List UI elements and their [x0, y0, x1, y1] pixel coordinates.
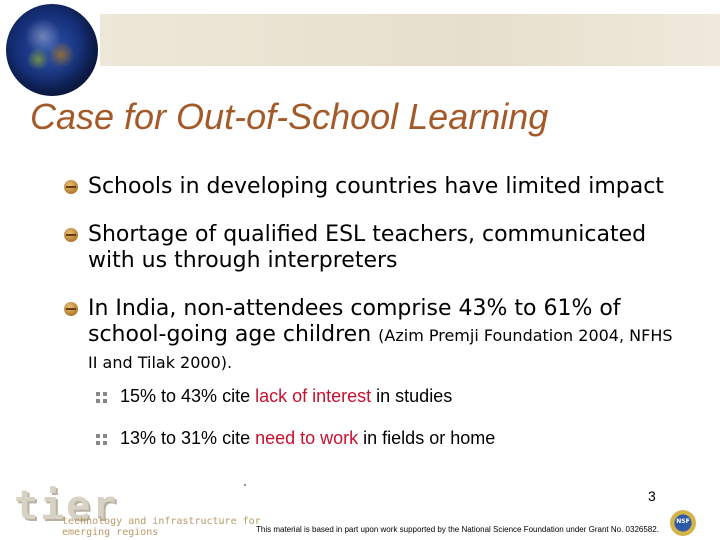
tier-tagline-line: emerging regions	[62, 527, 159, 538]
bullet-item	[64, 222, 674, 274]
subbullet-item	[96, 386, 452, 407]
header-banner	[100, 14, 720, 66]
bullet-disc-icon	[64, 302, 78, 316]
bullet-disc-icon	[64, 180, 78, 194]
divider-dot	[244, 484, 246, 486]
subbullet-highlight: lack of interest	[255, 386, 372, 406]
subbullet-item	[96, 428, 495, 449]
bullet-text: Shortage of qualified ESL teachers, communicated with us through interpreters	[88, 222, 647, 273]
subbullet-prefix: 13% to 31% cite	[120, 428, 256, 448]
bullet-text: Schools in developing countries have limited impact	[88, 174, 664, 199]
bullet-item	[64, 296, 674, 376]
checker-square-icon	[96, 434, 107, 445]
bullet-text	[88, 296, 674, 376]
subbullet-highlight: need to work	[255, 428, 359, 448]
tier-logo-tagline	[62, 516, 261, 538]
page-number: 3	[648, 488, 656, 504]
subbullet-prefix: 15% to 43% cite	[120, 386, 256, 406]
slide-title: Case for Out-of-School Learning	[30, 96, 549, 137]
tier-logo: tier	[14, 483, 119, 529]
subbullet-suffix: in studies	[371, 386, 453, 406]
nsf-seal-label: NSF	[676, 518, 690, 525]
subbullet-text	[120, 386, 452, 406]
nsf-seal-icon	[670, 510, 696, 536]
bullet-item	[64, 174, 674, 200]
globe-icon	[6, 4, 98, 96]
bullet-citation: (Azim Premji Foundation 2004, NFHS II and Tilak 2000).	[88, 326, 673, 372]
subbullet-suffix: in fields or home	[358, 428, 496, 448]
tier-tagline-line: technology and infrastructure for	[62, 516, 261, 527]
bullet-text-main: In India, non-attendees comprise 43% to 61% of school-going age children	[88, 296, 621, 347]
funding-note: This material is based in part upon work supported by the National Science Foundation under Grant No. 0326582.	[256, 525, 659, 534]
bullet-disc-icon	[64, 228, 78, 242]
checker-square-icon	[96, 392, 107, 403]
subbullet-text	[120, 428, 495, 448]
